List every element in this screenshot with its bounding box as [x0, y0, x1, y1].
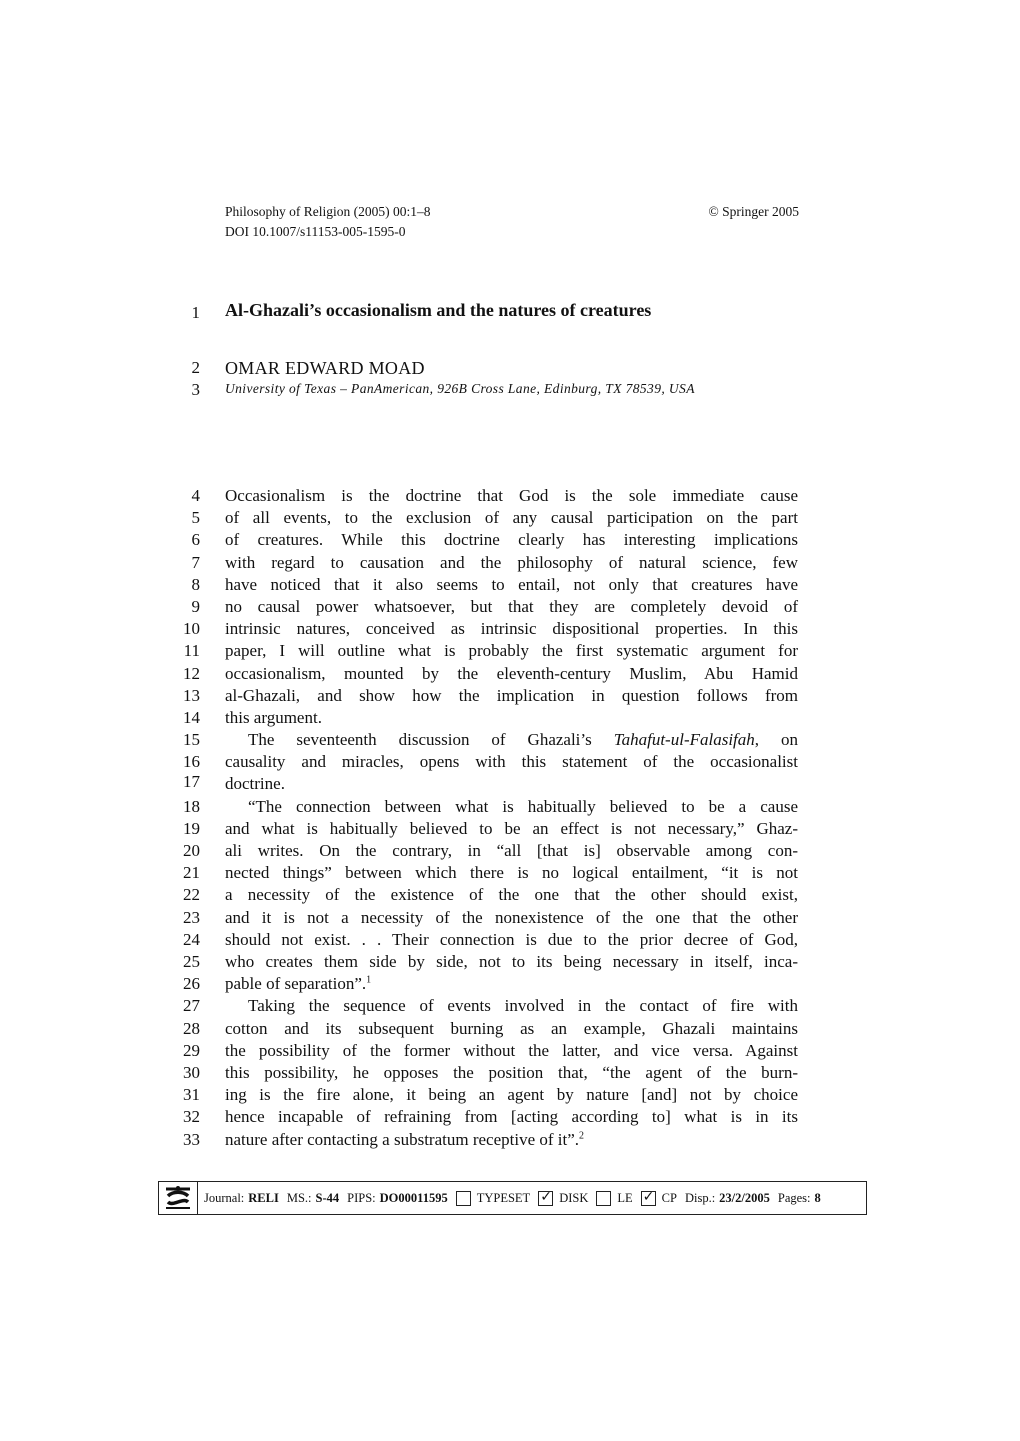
line-number: 27 — [183, 996, 200, 1015]
line-number: 28 — [183, 1019, 200, 1038]
body-line: causality and miracles, opens with this statement of the occasionalist — [225, 752, 798, 771]
ms-label: MS.: — [286, 1190, 312, 1205]
line-number: 18 — [183, 797, 200, 816]
line-number: 1 — [191, 303, 200, 322]
line-number: 22 — [183, 885, 200, 904]
body-line: this possibility, he opposes the position that, “the agent of the burn- — [225, 1063, 798, 1082]
line-number: 26 — [183, 974, 200, 993]
line-number: 2 — [191, 358, 200, 377]
body-text: nature after contacting a substratum receptive of it”. — [225, 1130, 580, 1149]
production-info-box — [158, 1181, 867, 1215]
body-line: ali writes. On the contrary, in “all [that is] observable among con- — [225, 841, 798, 860]
body-line: no causal power whatsoever, but that they are completely devoid of — [225, 597, 798, 616]
line-number: 29 — [183, 1041, 200, 1060]
line-number: 33 — [183, 1130, 200, 1149]
line-number: 9 — [191, 597, 200, 616]
line-number: 11 — [183, 641, 200, 660]
body-line: hence incapable of refraining from [acting according to] what is in its — [225, 1107, 798, 1126]
disp-label: Disp.: — [684, 1190, 716, 1205]
body-text: The seventeenth discussion of Ghazali’s — [248, 730, 614, 749]
author-name: OMAR EDWARD MOAD — [225, 358, 425, 378]
body-line: have noticed that it also seems to entail, not only that creatures have — [225, 575, 798, 594]
line-number: 21 — [183, 863, 200, 882]
line-number: 14 — [183, 708, 200, 727]
body-line: doctrine. — [225, 774, 285, 793]
author-affiliation: University of Texas – PanAmerican, 926B Cross Lane, Edinburg, TX 78539, USA — [225, 381, 695, 396]
journal-label: Journal: — [204, 1190, 245, 1205]
line-number: 31 — [183, 1085, 200, 1104]
body-line: and what is habitually believed to be an effect is not necessary,” Ghaz- — [225, 819, 798, 838]
line-number: 19 — [183, 819, 200, 838]
line-number: 10 — [183, 619, 200, 638]
body-line: paper, I will outline what is probably the first systematic argument for — [225, 641, 798, 660]
body-line: of creatures. While this doctrine clearly has interesting implications — [225, 530, 798, 549]
body-line: a necessity of the existence of the one that the other should exist, — [225, 885, 798, 904]
body-line — [225, 1129, 798, 1151]
body-line: should not exist. . . Their connection is due to the prior decree of God, — [225, 930, 798, 949]
typeset-label: TYPESET — [476, 1190, 531, 1205]
disk-label: DISK — [559, 1190, 589, 1205]
line-number: 7 — [191, 553, 200, 572]
disk-checkbox[interactable] — [538, 1191, 553, 1206]
cp-label: CP — [661, 1190, 677, 1205]
copyright: © Springer 2005 — [708, 204, 799, 219]
line-number: 12 — [183, 664, 200, 683]
line-number: 24 — [183, 930, 200, 949]
journal-code: RELI — [248, 1190, 279, 1205]
line-number: 6 — [191, 530, 200, 549]
line-number: 23 — [183, 908, 200, 927]
line-number: 8 — [191, 575, 200, 594]
line-number: 20 — [183, 841, 200, 860]
body-text: pable of separation”. — [225, 974, 367, 993]
body-line: this argument. — [225, 708, 322, 727]
line-number: 15 — [183, 730, 200, 749]
body-line: occasionalism, mounted by the eleventh-century Muslim, Abu Hamid — [225, 664, 798, 683]
footnote-ref[interactable]: 1 — [366, 974, 372, 986]
line-number: 16 — [183, 752, 200, 771]
body-line: who creates them side by side, not to its being necessary in itself, inca- — [225, 952, 798, 971]
body-line: cotton and its subsequent burning as an example, Ghazali maintains — [225, 1019, 798, 1038]
body-line: nected things” between which there is no logical entailment, “it is not — [225, 863, 798, 882]
body-line: Occasionalism is the doctrine that God is the sole immediate cause — [225, 486, 798, 505]
le-checkbox[interactable] — [596, 1191, 611, 1206]
body-line: Taking the sequence of events involved in the contact of fire with — [248, 996, 798, 1015]
production-info — [198, 1191, 821, 1206]
disp-date: 23/2/2005 — [719, 1190, 770, 1205]
pips-code: DO00011595 — [379, 1190, 448, 1205]
line-number: 32 — [183, 1107, 200, 1126]
typeset-checkbox[interactable] — [456, 1191, 471, 1206]
line-number: 3 — [191, 380, 200, 399]
body-line: ing is the fire alone, it being an agent by nature [and] not by choice — [225, 1085, 798, 1104]
line-number: 13 — [183, 686, 200, 705]
line-number: 5 — [191, 508, 200, 527]
le-label: LE — [617, 1190, 633, 1205]
article-title: Al-Ghazali’s occasionalism and the natures of creatures — [225, 300, 652, 320]
body-line: al-Ghazali, and show how the implication in question follows from — [225, 686, 798, 705]
body-line: and it is not a necessity of the nonexistence of the one that the other — [225, 908, 798, 927]
body-line — [225, 973, 798, 995]
footnote-ref[interactable]: 2 — [579, 1130, 585, 1142]
cp-checkbox[interactable] — [641, 1191, 656, 1206]
running-header — [225, 202, 799, 242]
body-line: the possibility of the former without the latter, and vice versa. Against — [225, 1041, 798, 1060]
body-line: of all events, to the exclusion of any causal participation on the part — [225, 508, 798, 527]
doi: DOI 10.1007/s11153-005-1595-0 — [225, 224, 406, 239]
line-number: 30 — [183, 1063, 200, 1082]
pages-count: 8 — [814, 1190, 821, 1205]
line-number: 4 — [191, 486, 200, 505]
book-title-italic: Tahafut-ul-Falasifah — [613, 730, 755, 749]
line-number: 17 — [183, 772, 200, 791]
body-line — [225, 729, 798, 751]
body-line: “The connection between what is habitually believed to be a cause — [248, 797, 798, 816]
publisher-logo-icon — [159, 1182, 198, 1214]
ms-code: S-44 — [315, 1190, 340, 1205]
body-line: intrinsic natures, conceived as intrinsic dispositional properties. In this — [225, 619, 798, 638]
journal-citation: Philosophy of Religion (2005) 00:1–8 — [225, 204, 431, 219]
pages-label: Pages: — [777, 1190, 811, 1205]
line-number: 25 — [183, 952, 200, 971]
body-text: , on — [754, 730, 798, 749]
body-line: with regard to causation and the philosophy of natural science, few — [225, 553, 798, 572]
pips-label: PIPS: — [347, 1190, 376, 1205]
